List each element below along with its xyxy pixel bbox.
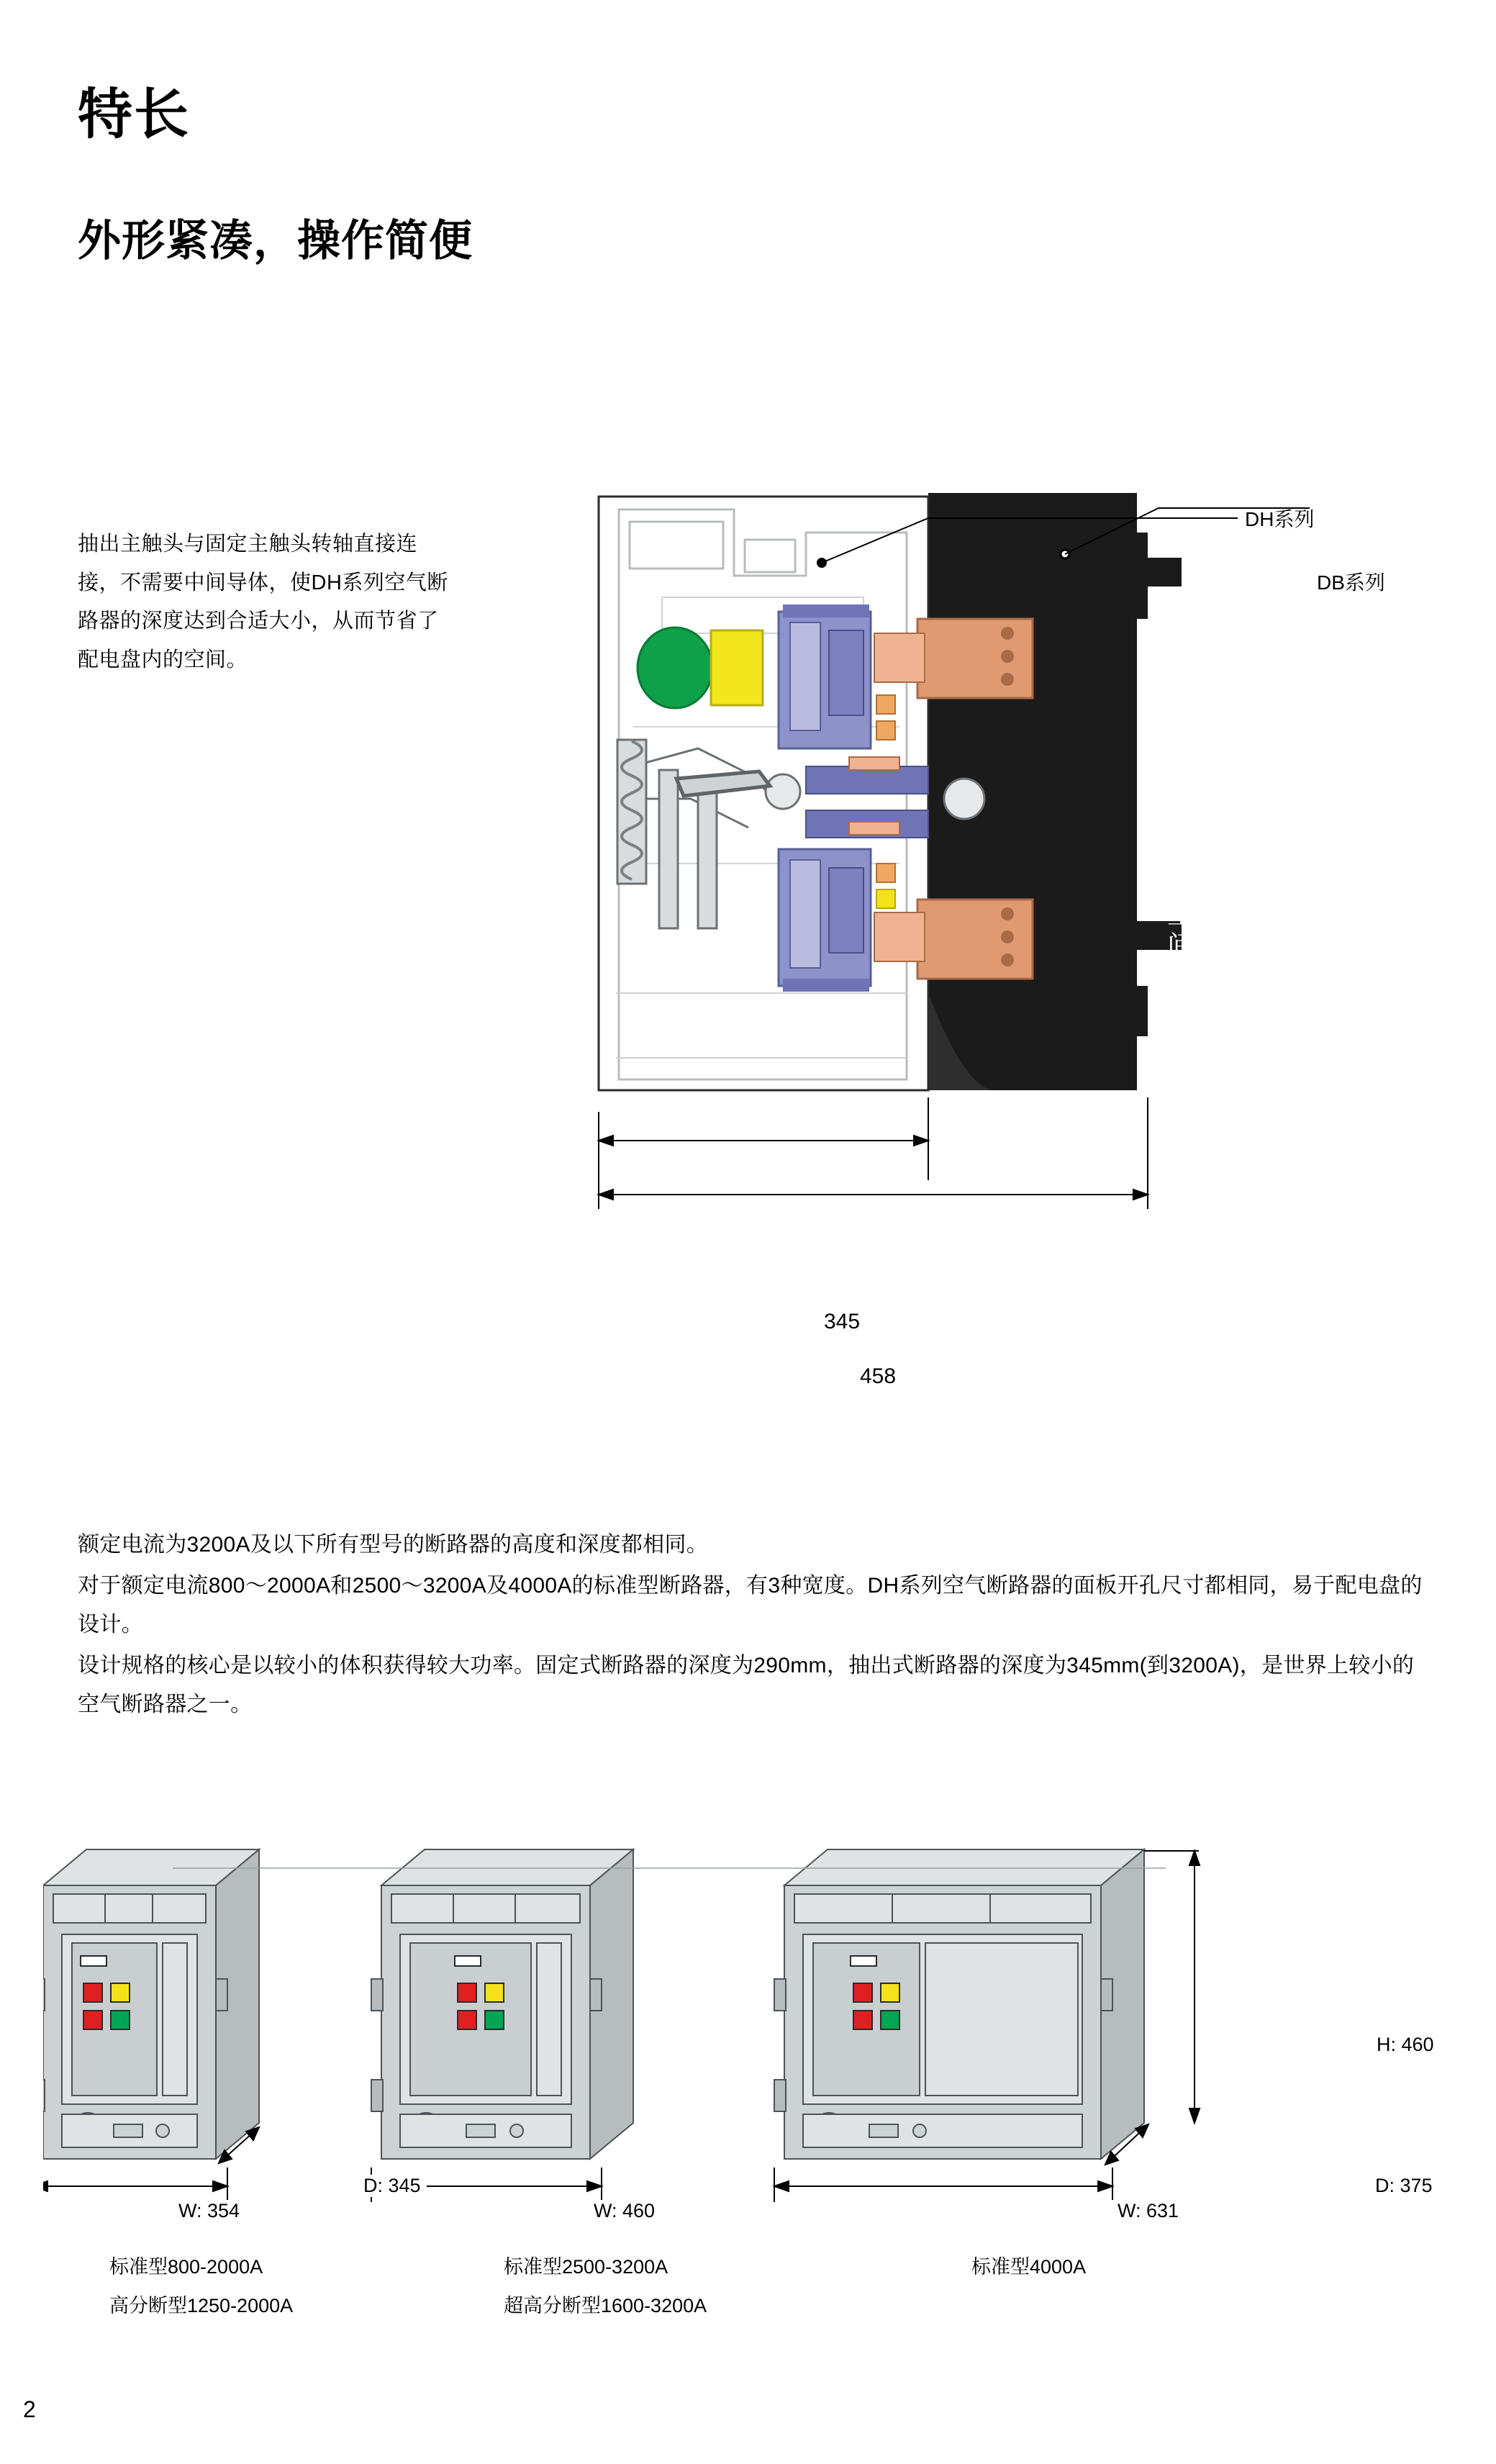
dimension-width-large <box>774 2168 1112 2202</box>
page-title: 特长 <box>78 84 190 145</box>
page-subtitle: 外形紧凑，操作简便 <box>78 217 473 265</box>
green-component <box>638 628 712 708</box>
page-number: 2 <box>23 2396 36 2422</box>
caption-medium-line2: 超高分断型1600-3200A <box>504 2295 707 2316</box>
callout-dh-series: DH系列 <box>1245 508 1315 530</box>
breaker-unit-large <box>774 1849 1144 2159</box>
dimension-345: 345 <box>817 1310 867 1334</box>
caption-medium-line1: 标准型2500-3200A <box>504 2256 668 2278</box>
dimension-line-458 <box>599 1097 1148 1209</box>
caption-large-line1: 标准型4000A <box>971 2256 1087 2278</box>
figure-breaker-sizes <box>43 1842 1468 2418</box>
figure-cutaway-breaker <box>590 489 1439 1267</box>
arc-chamber-lower <box>779 849 871 992</box>
breaker-unit-medium <box>371 1849 633 2159</box>
saved-space-label: 节省的空间 <box>1163 799 1194 964</box>
body-paragraph-1: 额定电流为3200A及以下所有型号的断路器的高度和深度都相同。 <box>78 1533 709 1557</box>
width-dimension-small: W: 354 <box>173 2200 245 2222</box>
breaker-unit-small <box>43 1849 259 2159</box>
caption-small-line2: 高分断型1250-2000A <box>109 2295 294 2316</box>
callout-db-series: DB系列 <box>1317 571 1385 594</box>
width-dimension-large: W: 631 <box>1112 2200 1184 2222</box>
dimension-line-345 <box>599 1097 928 1180</box>
body-paragraph-3: 设计规格的核心是以较小的体积获得较大功率。固定式断路器的深度为290mm，抽出式断路器的深度为345mm(到3200A)，是世界上较小的空气断路器之一。 <box>78 1654 1415 1716</box>
height-dimension: H: 460 <box>1371 2034 1440 2056</box>
dimension-height <box>1144 1851 1200 2123</box>
intro-paragraph: 抽出主触头与固定主触头转轴直接连接，不需要中间导体，使DH系列空气断路器的深度达到合适大小，从而节省了配电盘内的空间。 <box>78 533 448 671</box>
depth-dimension-small: D: 345 <box>358 2175 427 2197</box>
yellow-component <box>711 630 763 705</box>
width-dimension-medium: W: 460 <box>588 2200 661 2222</box>
caption-small-line1: 标准型800-2000A <box>109 2256 263 2278</box>
body-paragraphs <box>78 1526 1431 1726</box>
dimension-458: 458 <box>853 1364 903 1389</box>
dimension-width-small <box>43 2168 227 2202</box>
arc-chamber-upper <box>779 604 871 748</box>
depth-dimension-large: D: 375 <box>1369 2175 1438 2197</box>
body-paragraph-2: 对于额定电流800～2000A和2500～3200A及4000A的标准型断路器，有3种宽度。DH系列空气断路器的面板开孔尺寸都相同，易于配电盘的设计。 <box>78 1574 1423 1636</box>
